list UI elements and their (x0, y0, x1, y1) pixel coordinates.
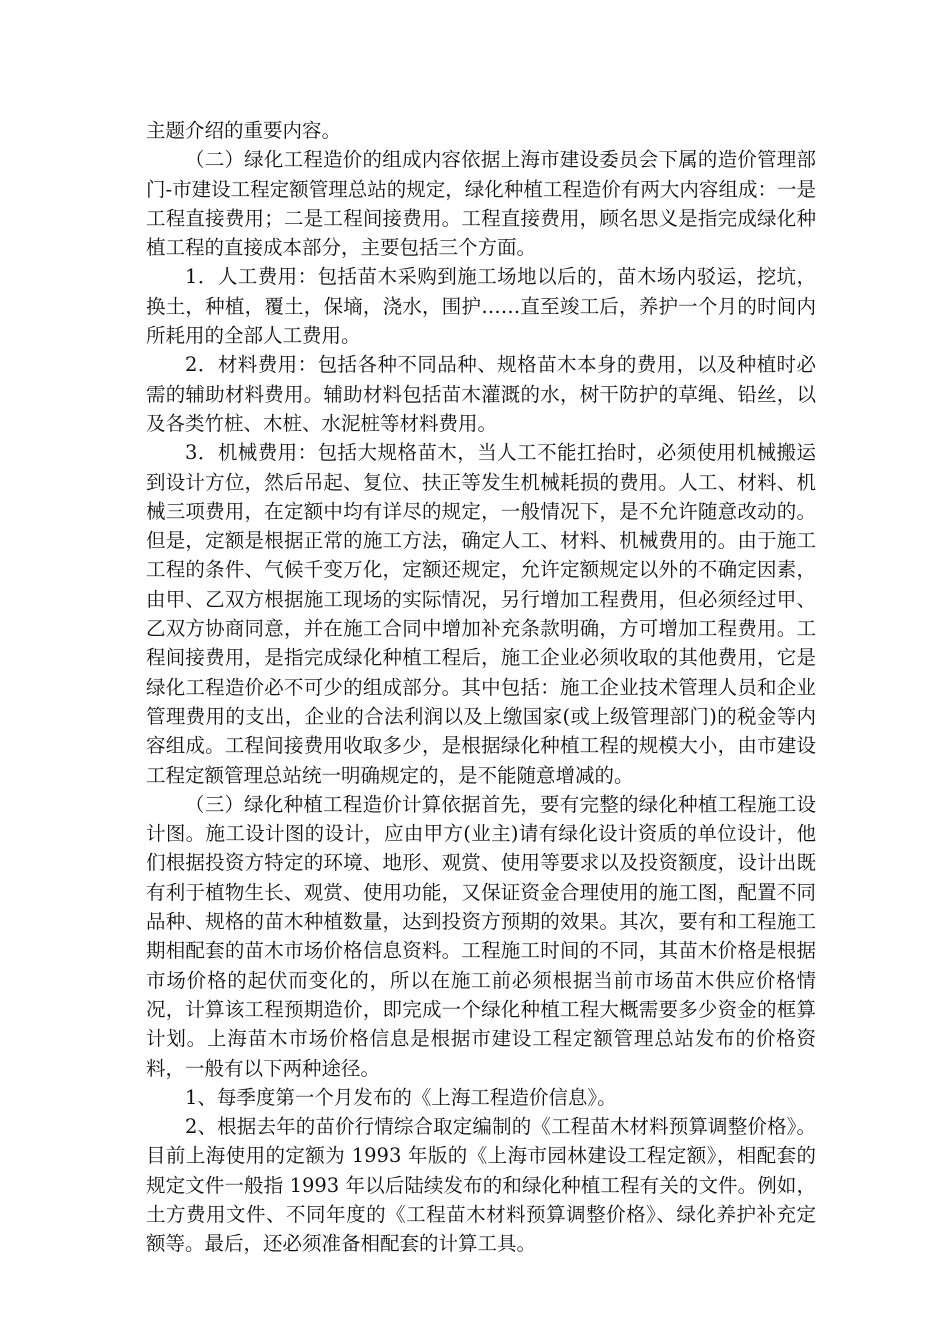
paragraph-section-3: （三）绿化种植工程造价计算依据首先，要有完整的绿化种植工程施工设计图。施工设计图的设计，应由甲方(业主)请有绿化设计资质的单位设计，他们根据投资方特定的环境、地形、观赏、使用等要求以及投资额度，设计出既有利于植物生长、观赏、使用功能，又保证资金合理使用的施工图，配置不同品种、规格的苗木种植数量，达到投资方预期的效果。其次，要有和工程施工期相配套的苗木市场价格信息资料。工程施工时间的不同，其苗木价格是根据市场价格的起伏而变化的，所以在施工前必须根据当前市场苗木供应价格情况，计算该工程预期造价，即完成一个绿化种植工程大概需要多少资金的框算计划。上海苗木市场价格信息是根据市建设工程定额管理总站发布的价格资料，一般有以下两种途径。 (146, 792, 816, 1080)
paragraph-source-2: 2、根据去年的苗价行情综合取定编制的《工程苗木材料预算调整价格》。目前上海使用的定额为 1993 年版的《上海市园林建设工程定额》，相配套的规定文件一般指 1993 年以后陆续发布的和绿化种植工程有关的文件。例如，土方费用文件、不同年度的《工程苗木材料预算调整价格》、绿化养护补充定额等。最后，还必须准备相配套的计算工具。 (146, 1115, 816, 1256)
paragraph-material-cost: 2．材料费用：包括各种不同品种、规格苗木本身的费用，以及种植时必需的辅助材料费用。辅助材料包括苗木灌溉的水，树干防护的草绳、铅丝，以及各类竹桩、木桩、水泥桩等材料费用。 (146, 353, 816, 435)
paragraph-source-1: 1、每季度第一个月发布的《上海工程造价信息》。 (185, 1085, 617, 1109)
paragraph-machinery-cost: 3．机械费用：包括大规格苗木，当人工不能扛抬时，必须使用机械搬运到设计方位，然后吊起、复位、扶正等发生机械耗损的费用。人工、材料、机械三项费用，在定额中均有详尽的规定，一般情况下，是不允许随意改动的。但是，定额是根据正常的施工方法，确定人工、材料、机械费用的。由于施工工程的条件、气候千变万化，定额还规定，允许定额规定以外的不确定因素，由甲、乙双方根据施工现场的实际情况，另行增加工程费用，但必须经过甲、乙双方协商同意，并在施工合同中增加补充条款明确，方可增加工程费用。工程间接费用，是指完成绿化种植工程后，施工企业必须收取的其他费用，它是绿化工程造价必不可少的组成部分。其中包括：施工企业技术管理人员和企业管理费用的支出，企业的合法利润以及上缴国家(或上级管理部门)的税金等内容组成。工程间接费用收取多少，是根据绿化种植工程的规模大小，由市建设工程定额管理总站统一明确规定的，是不能随意增减的。 (146, 441, 816, 787)
paragraph-labor-cost: 1．人工费用：包括苗木采购到施工场地以后的，苗木场内驳运，挖坑，换土，种植，覆土，保墒，浇水，围护……直至竣工后，养护一个月的时间内所耗用的全部人工费用。 (146, 265, 816, 348)
document-body (146, 116, 816, 1259)
paragraph-section-2: （二）绿化工程造价的组成内容依据上海市建设委员会下属的造价管理部门-市建设工程定额管理总站的规定，绿化种植工程造价有两大内容组成：一是工程直接费用；二是工程间接费用。工程直接费用，顾名思义是指完成绿化种植工程的直接成本部分，主要包括三个方面。 (146, 148, 816, 260)
paragraph-intro-tail: 主题介绍的重要内容。 (146, 119, 342, 142)
